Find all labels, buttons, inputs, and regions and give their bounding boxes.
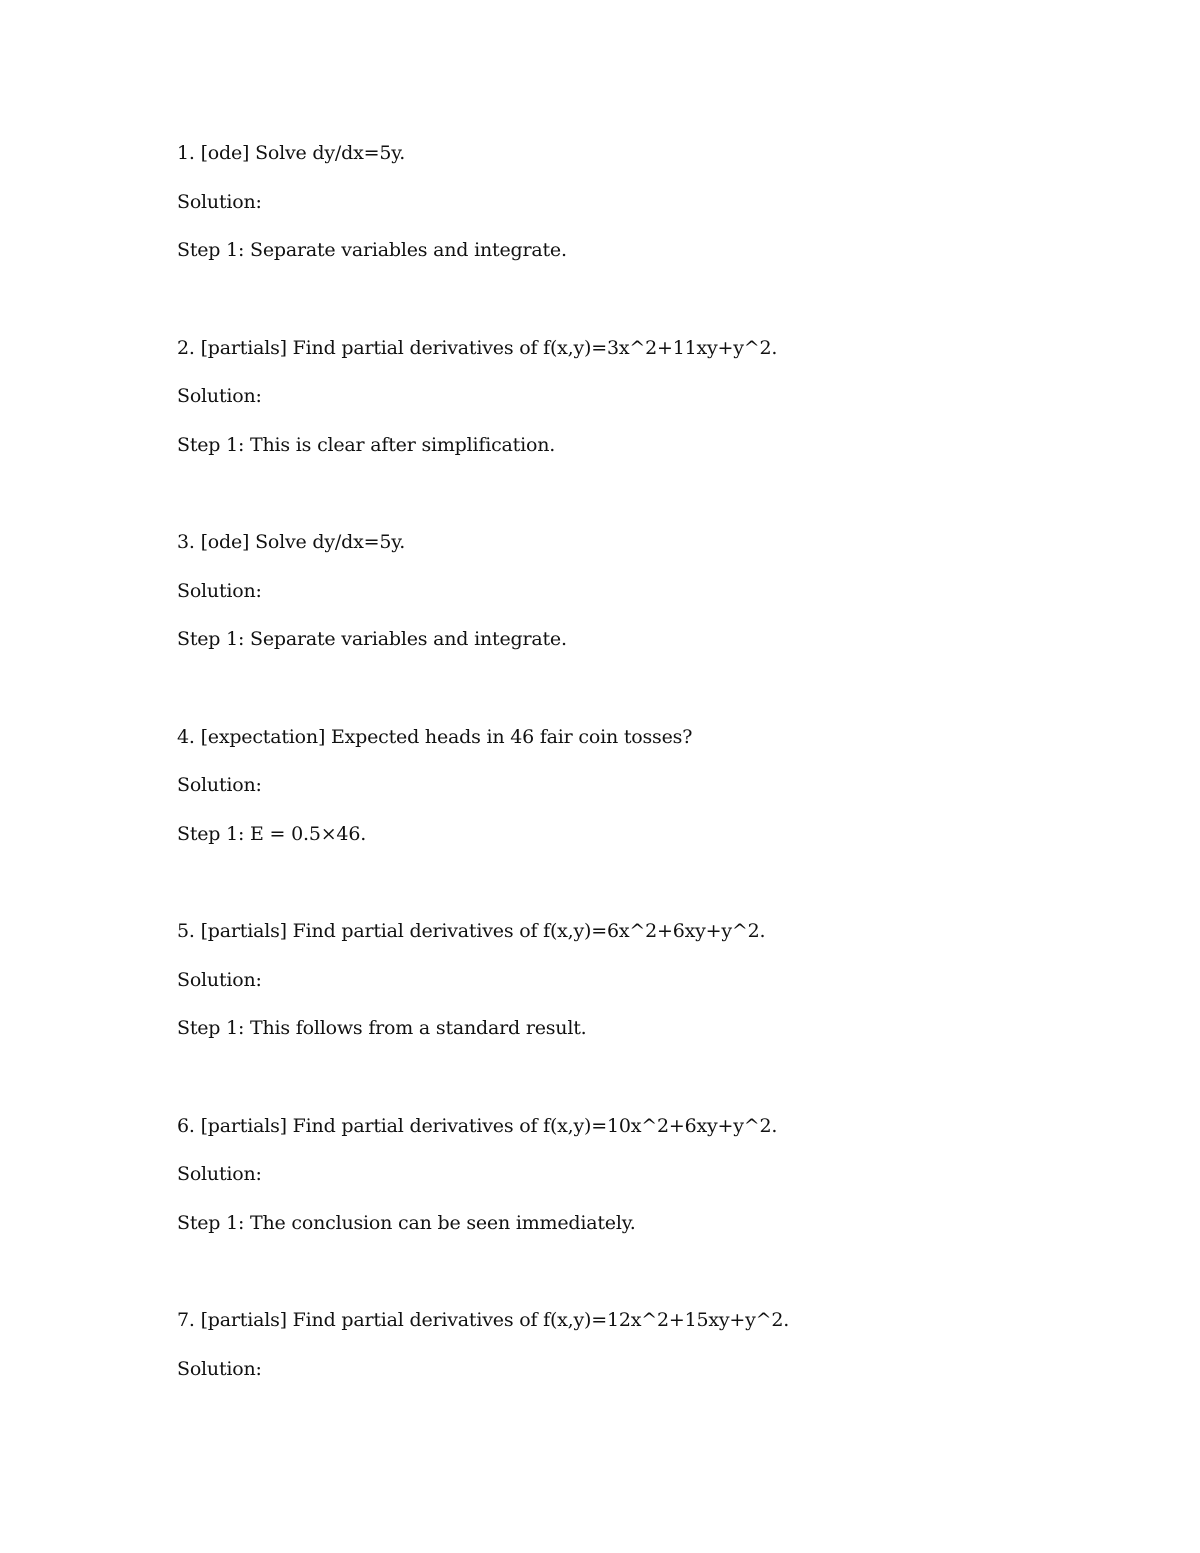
solution-label: Solution: xyxy=(177,774,262,796)
solution-label: Solution: xyxy=(177,1357,262,1380)
solution-step: Step 1: Separate variables and integrate. xyxy=(177,628,567,650)
solution-step: Step 1: Separate variables and integrate. xyxy=(177,239,567,261)
problem-question: 2. [partials] Find partial derivatives of f(x,y)=3x^2+11xy+y^2. xyxy=(177,336,778,359)
problem-question: 6. [partials] Find partial derivatives of f(x,y)=10x^2+6xy+y^2. xyxy=(177,1114,778,1137)
problem-item xyxy=(177,1114,1077,1309)
problem-question: 4. [expectation] Expected heads in 46 fair coin tosses? xyxy=(177,725,693,748)
problem-item xyxy=(177,141,1077,336)
problem-question: 7. [partials] Find partial derivatives of f(x,y)=12x^2+15xy+y^2. xyxy=(177,1309,790,1331)
problem-item xyxy=(177,1308,1077,1503)
solution-label: Solution: xyxy=(177,968,262,991)
problem-item xyxy=(177,725,1077,920)
solution-label: Solution: xyxy=(177,385,262,407)
solution-label: Solution: xyxy=(177,1163,262,1185)
solution-label: Solution: xyxy=(177,579,262,602)
problem-item xyxy=(177,530,1077,725)
solution-step: Step 1: This is clear after simplification. xyxy=(177,433,556,456)
problem-item xyxy=(177,919,1077,1114)
solution-step: Step 1: E = 0.5×46. xyxy=(177,822,367,845)
problem-question: 5. [partials] Find partial derivatives of f(x,y)=6x^2+6xy+y^2. xyxy=(177,920,766,942)
solution-label: Solution: xyxy=(177,190,262,213)
solution-step: Step 1: This follows from a standard result. xyxy=(177,1017,587,1039)
problem-question: 3. [ode] Solve dy/dx=5y. xyxy=(177,531,406,553)
problem-question: 1. [ode] Solve dy/dx=5y. xyxy=(177,142,406,164)
solution-step: Step 1: The conclusion can be seen immediately. xyxy=(177,1211,636,1234)
problem-item xyxy=(177,336,1077,531)
problem-list xyxy=(177,141,1077,1503)
